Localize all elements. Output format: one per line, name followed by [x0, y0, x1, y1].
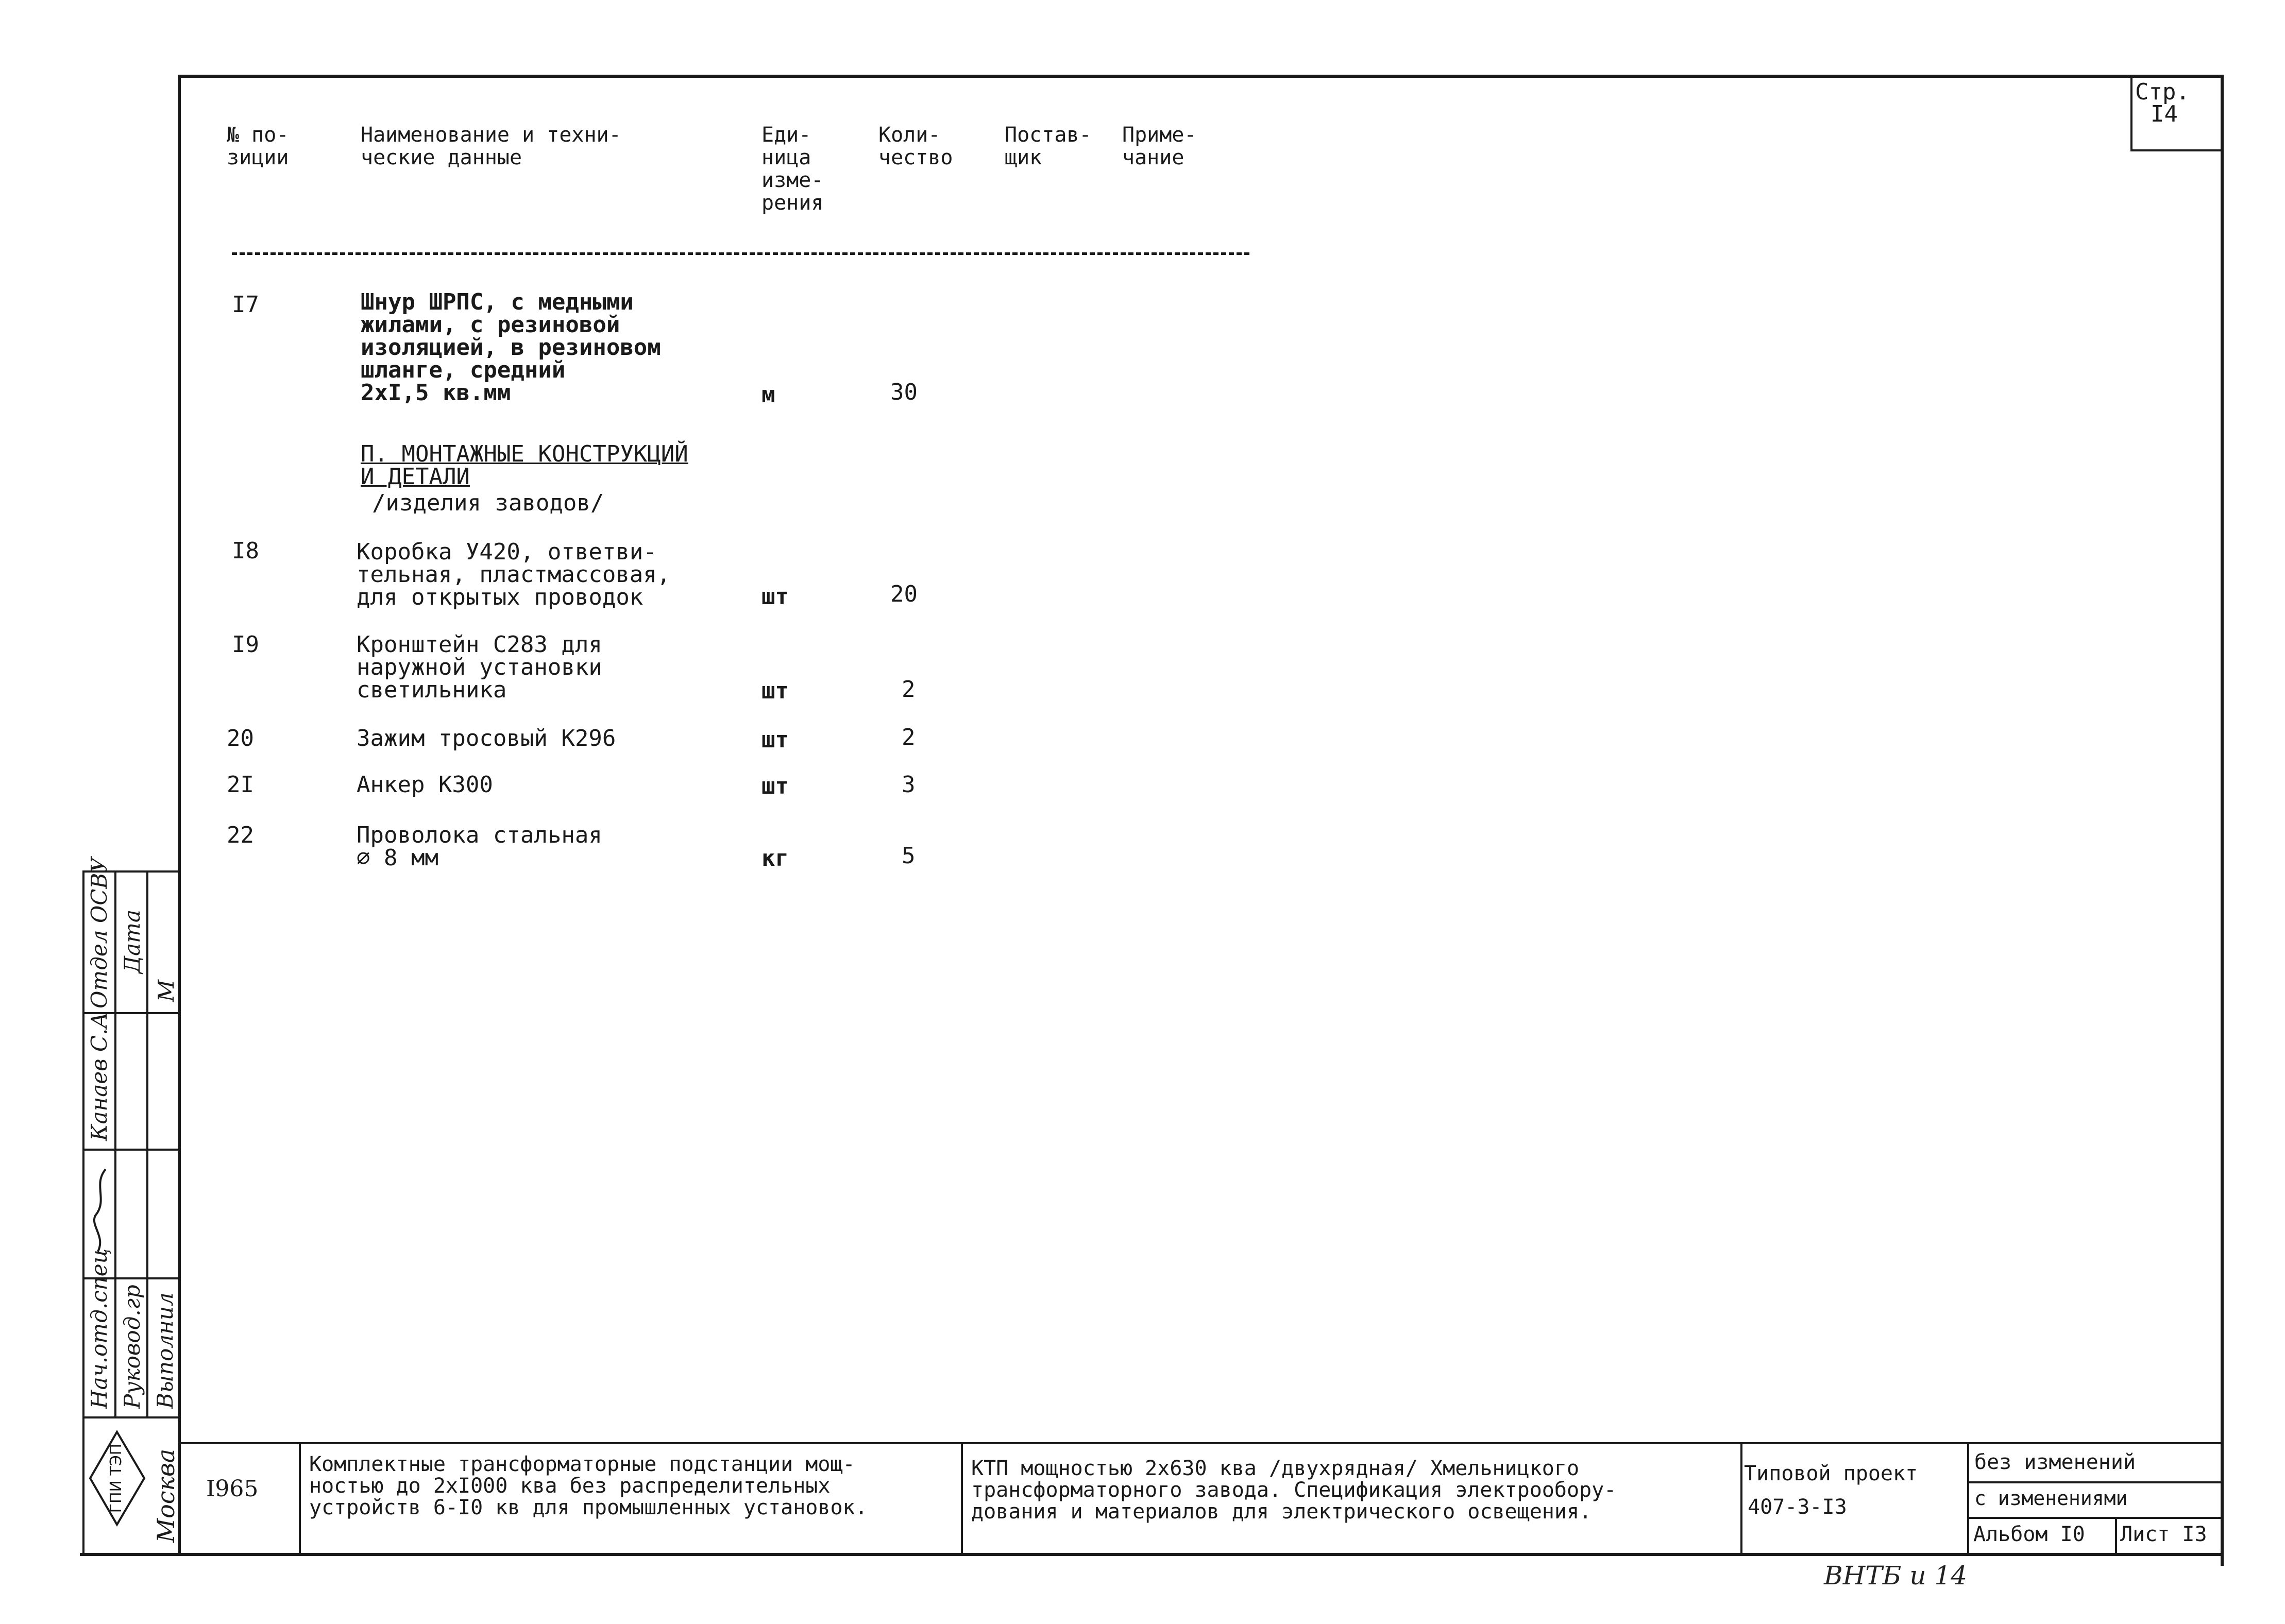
- col-header-unit: Еди- ница изме- рения: [761, 123, 824, 215]
- svg-text:ГПИ ТЭП: ГПИ ТЭП: [107, 1443, 125, 1513]
- row-unit: шт: [761, 773, 789, 799]
- side-stamp-role-2: Руковод.гр: [120, 1285, 145, 1409]
- side-stamp-dept: Отдел ОСВУ: [87, 857, 112, 1008]
- side-stamp-divider: [146, 870, 148, 1416]
- col-header-note: Приме- чание: [1122, 123, 1197, 169]
- page-ref-number: I4: [2151, 101, 2178, 127]
- page-ref-box: [2130, 75, 2223, 151]
- frame-top-line: [178, 75, 2223, 78]
- side-stamp-date-label: Дата: [120, 909, 145, 973]
- title-block-sheet: Лист I3: [2120, 1523, 2207, 1546]
- title-block-sheet-title: КТП мощностью 2х630 ква /двухрядная/ Хмельницкого трансформаторного завода. Спецификация электрообору- дования и материалов для электрического освещения.: [971, 1457, 1617, 1524]
- title-block-divider: [2115, 1517, 2117, 1553]
- row-position: 20: [227, 725, 254, 751]
- title-block-divider: [1967, 1442, 1969, 1553]
- title-block-divider: [1967, 1481, 2222, 1483]
- side-stamp-divider: [114, 870, 116, 1416]
- row-name: Шнур ШРПС, с медными жилами, с резиновой изоляцией, в резиновом шланге, средний 2хI,5 кв.мм: [361, 289, 661, 406]
- frame-bottom-line: [80, 1553, 2223, 1556]
- side-stamp-name: Канаев С.А: [87, 1012, 112, 1141]
- row-name: Зажим тросовый К296: [357, 725, 616, 751]
- row-unit: шт: [761, 727, 789, 753]
- row-name: Проволока стальная ⌀ 8 мм: [357, 822, 602, 871]
- row-qty: 20: [890, 581, 918, 607]
- row-name: Коробка У420, ответви- тельная, пластмассовая, для открытых проводок: [357, 539, 671, 610]
- title-block-with-changes: с изменениями: [1974, 1487, 2128, 1510]
- header-dashed-separator: [232, 252, 1249, 255]
- row-qty: 5: [902, 843, 916, 869]
- section-subtitle: /изделия заводов/: [372, 490, 604, 516]
- title-block-album: Альбом I0: [1973, 1523, 2085, 1546]
- frame-right-line: [2221, 75, 2224, 1566]
- title-block-project-label: Типовой проект: [1744, 1462, 1918, 1485]
- title-block-divider: [1740, 1442, 1742, 1553]
- page-ref-label: Стр.: [2135, 79, 2190, 105]
- side-stamp-city: Москва: [152, 1448, 180, 1543]
- title-block-no-changes: без изменений: [1974, 1450, 2136, 1474]
- section-title: П. МОНТАЖНЫЕ КОНСТРУКЦИЙ И ДЕТАЛИ: [361, 441, 688, 490]
- bottom-handwritten-note: ВНТБ и 14: [1824, 1561, 1968, 1591]
- frame-left-line: [178, 77, 181, 1555]
- signature-mark: [90, 1164, 111, 1257]
- side-stamp-divider: [82, 1149, 178, 1151]
- title-block-description: Комплектные трансформаторные подстанции мощ- ностью до 2хI000 ква без распределительных устройств 6-I0 кв для промышленных установок.: [309, 1452, 868, 1519]
- logo-icon: [88, 1427, 147, 1530]
- row-name: Кронштейн С283 для наружной установки светильника: [357, 631, 602, 703]
- row-qty: 3: [902, 772, 916, 798]
- row-qty: 2: [902, 676, 916, 703]
- side-stamp-divider: [82, 1416, 178, 1418]
- side-stamp-role-1: Нач.отд.спец: [87, 1249, 112, 1409]
- row-position: 2I: [227, 772, 254, 798]
- row-unit: шт: [761, 584, 789, 610]
- side-stamp-month: М: [154, 979, 179, 1002]
- title-block-divider: [961, 1442, 963, 1553]
- row-unit: шт: [761, 678, 789, 704]
- col-header-name: Наименование и техни- ческие данные: [361, 123, 621, 169]
- row-name: Анкер К300: [357, 772, 493, 798]
- col-header-qty: Коли- чество: [878, 123, 953, 169]
- title-block-divider: [1967, 1517, 2222, 1519]
- row-position: I7: [232, 292, 259, 318]
- row-position: 22: [227, 822, 254, 848]
- row-qty: 30: [890, 379, 918, 405]
- row-position: I8: [232, 538, 259, 564]
- row-unit: кг: [761, 845, 789, 871]
- side-stamp-role-3: Выполнил: [153, 1292, 178, 1409]
- title-block-divider: [299, 1442, 301, 1553]
- col-header-position: № по- зиции: [227, 123, 289, 169]
- col-header-supplier: Постав- щик: [1005, 123, 1092, 169]
- row-qty: 2: [902, 724, 916, 750]
- title-block-top-line: [178, 1442, 2223, 1444]
- title-block-project-number: 407-3-I3: [1748, 1495, 1847, 1519]
- row-unit: м: [761, 382, 775, 408]
- row-position: I9: [232, 631, 259, 658]
- title-block-year: I965: [206, 1476, 259, 1502]
